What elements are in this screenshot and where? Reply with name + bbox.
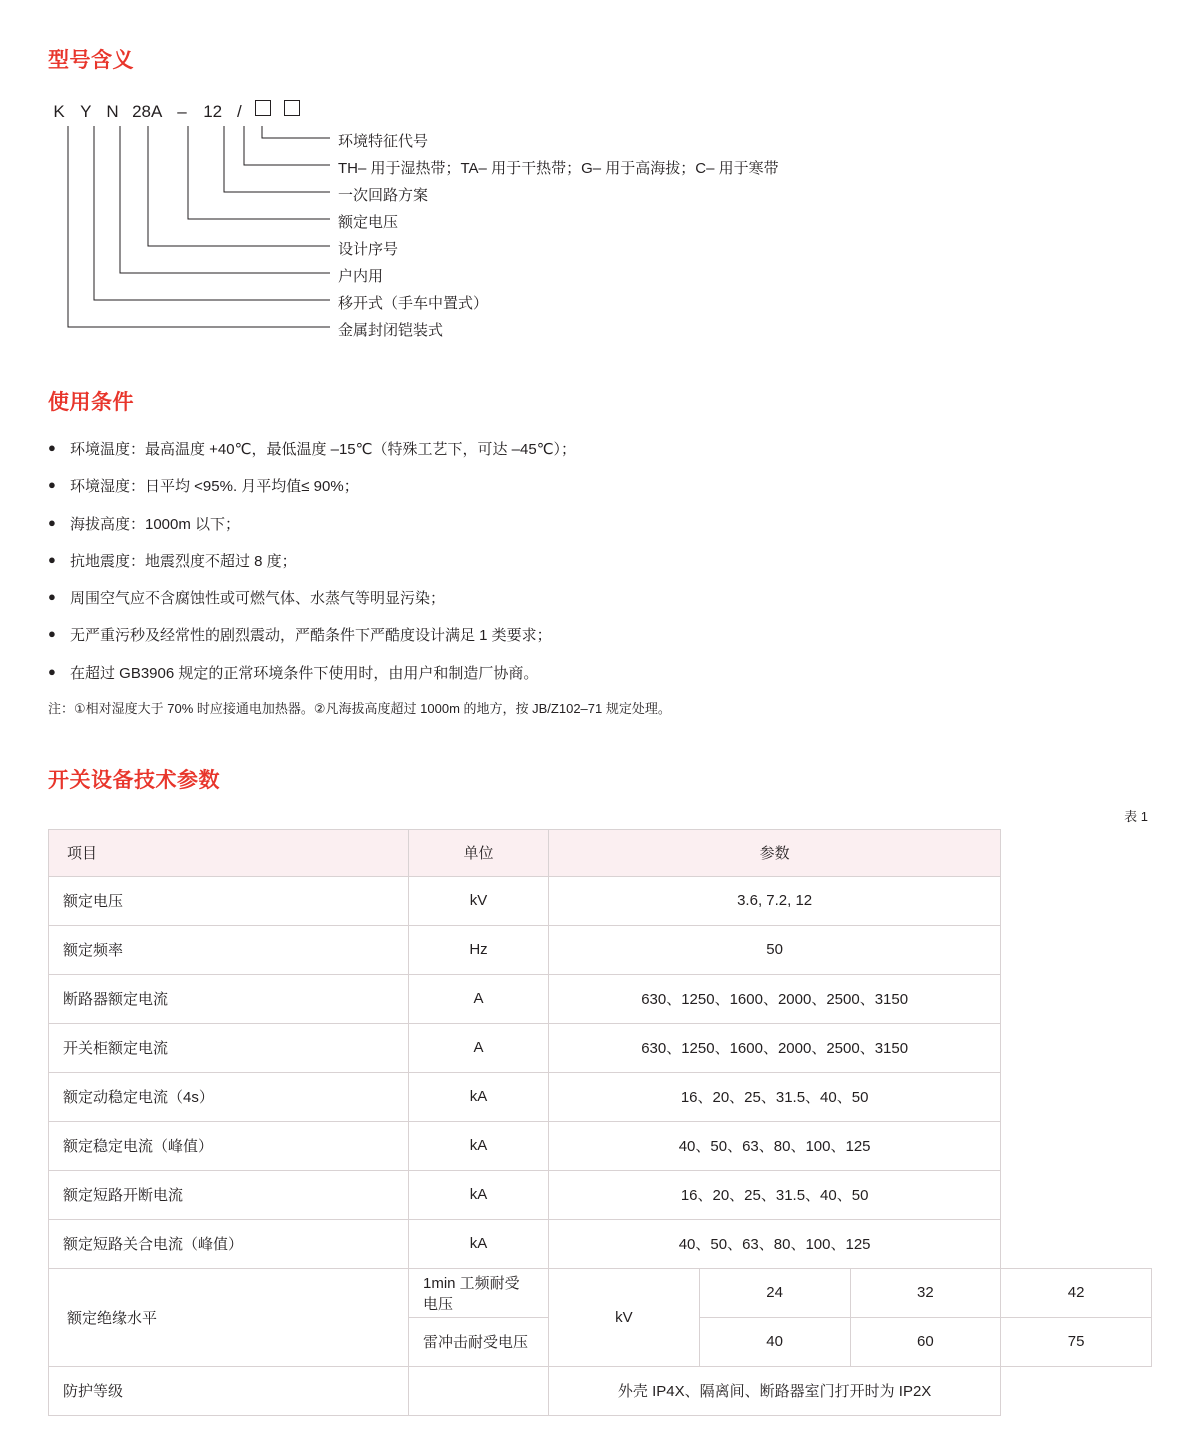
bullet-icon: ● <box>48 440 56 455</box>
condition-text: 海拔高度：1000m 以下； <box>70 515 241 533</box>
usage-conditions-section <box>48 340 1152 720</box>
cell-unit: A <box>409 974 549 1023</box>
cell-value-pf-2: 32 <box>850 1268 1001 1317</box>
model-designation-section <box>48 0 1152 340</box>
legend-item-5: 户内用 <box>338 268 384 285</box>
cell-unit: Hz <box>409 925 549 974</box>
cell-unit-protection <box>409 1366 549 1415</box>
condition-text: 抗地震度：地震烈度不超过 8 度； <box>70 552 297 570</box>
legend-item-2: 一次回路方案 <box>338 187 429 204</box>
cell-value: 16、20、25、31.5、40、50 <box>549 1170 1001 1219</box>
cell-item: 额定短路开断电流 <box>49 1170 409 1219</box>
table-row <box>49 1366 1152 1415</box>
bullet-icon: ● <box>48 551 56 567</box>
table-row <box>49 1072 1152 1121</box>
cell-value-li-3: 75 <box>1001 1317 1152 1366</box>
legend-labels <box>48 100 1152 340</box>
legend-item-0: 环境特征代号 <box>338 133 429 150</box>
list-item <box>48 624 1152 647</box>
table-row <box>49 925 1152 974</box>
condition-text: 环境湿度：日平均 <95%. 月平均值≤ 90%； <box>70 478 359 496</box>
table-header-row <box>49 829 1152 876</box>
list-item <box>48 587 1152 610</box>
bullet-icon: ● <box>48 477 56 493</box>
bullet-icon: ● <box>48 663 56 679</box>
cell-item-insulation: 额定绝缘水平 <box>49 1268 409 1366</box>
table-row <box>49 1170 1152 1219</box>
bullet-icon: ● <box>48 626 56 642</box>
cell-value-protection: 外壳 IP4X、隔离间、断路器室门打开时为 IP2X <box>549 1366 1001 1415</box>
condition-text: 在超过 GB3906 规定的正常环境条件下使用时，由用户和制造厂协商。 <box>70 664 539 682</box>
table-row <box>49 876 1152 925</box>
list-item <box>48 438 1152 461</box>
conditions-section-title: 使用条件 <box>48 391 134 414</box>
model-code-diagram <box>48 100 1152 340</box>
cell-unit: kA <box>409 1219 549 1268</box>
cell-value-li-2: 60 <box>850 1317 1001 1366</box>
cell-value: 40、50、63、80、100、125 <box>549 1219 1001 1268</box>
list-item <box>48 662 1152 685</box>
column-header-unit: 单位 <box>409 829 549 876</box>
cell-value: 630、1250、1600、2000、2500、3150 <box>549 974 1001 1023</box>
cell-item: 额定动稳定电流（4s） <box>49 1072 409 1121</box>
conditions-note: 注：①相对湿度大于 70% 时应接通电加热器。②凡海拔高度超过 1000m 的地方，按 JB/Z102–71 规定处理。 <box>48 700 671 716</box>
condition-text: 周围空气应不含腐蚀性或可燃气体、水蒸气等明显污染； <box>70 590 446 607</box>
condition-text: 无严重污秒及经常性的剧烈震动，严酷条件下严酷度设计满足 1 类要求； <box>70 627 552 645</box>
table-row <box>49 974 1152 1023</box>
cell-unit: A <box>409 1023 549 1072</box>
cell-value: 50 <box>549 925 1001 974</box>
column-header-item: 项目 <box>49 829 409 876</box>
bullet-icon: ● <box>48 589 56 604</box>
legend-item-3: 额定电压 <box>338 214 399 231</box>
bullet-icon: ● <box>48 514 56 530</box>
model-section-title: 型号含义 <box>48 49 134 72</box>
code-char-k: K <box>53 102 65 121</box>
legend-item-4: 设计序号 <box>338 241 399 258</box>
legend-item-6: 移开式（手车中置式） <box>338 295 489 312</box>
column-header-parameter: 参数 <box>549 829 1001 876</box>
cell-value: 40、50、63、80、100、125 <box>549 1121 1001 1170</box>
cell-value: 3.6, 7.2, 12 <box>549 876 1001 925</box>
cell-item: 额定短路关合电流（峰值） <box>49 1219 409 1268</box>
conditions-list <box>48 438 1152 685</box>
cell-value-pf-1: 24 <box>699 1268 850 1317</box>
cell-value: 16、20、25、31.5、40、50 <box>549 1072 1001 1121</box>
legend-item-7: 金属封闭铠装式 <box>338 322 444 339</box>
cell-item: 额定稳定电流（峰值） <box>49 1121 409 1170</box>
code-char-y: Y <box>80 102 92 121</box>
cell-item-protection: 防护等级 <box>49 1366 409 1415</box>
cell-value-pf-3: 42 <box>1001 1268 1152 1317</box>
condition-text: 环境温度：最高温度 +40℃，最低温度 –15℃（特殊工艺下，可达 –45℃）； <box>70 441 577 458</box>
cell-unit-insulation: kV <box>549 1268 700 1366</box>
table-row <box>49 1219 1152 1268</box>
cell-item: 额定频率 <box>49 925 409 974</box>
code-model-number: 28A <box>132 102 163 121</box>
cell-unit: kA <box>409 1072 549 1121</box>
cell-unit: kA <box>409 1121 549 1170</box>
cell-item: 开关柜额定电流 <box>49 1023 409 1072</box>
table-row <box>49 1121 1152 1170</box>
legend-item-1: TH– 用于湿热带；TA– 用于干热带；G– 用于高海拔；C– 用于寒带 <box>338 160 779 177</box>
list-item <box>48 475 1152 498</box>
code-slash: / <box>237 102 242 121</box>
params-section-title: 开关设备技术参数 <box>48 768 220 792</box>
cell-value-li-1: 40 <box>699 1317 850 1366</box>
code-dash: – <box>177 102 187 121</box>
code-voltage: 12 <box>203 102 223 121</box>
technical-parameters-section <box>48 720 1152 1416</box>
list-item <box>48 550 1152 573</box>
cell-value: 630、1250、1600、2000、2500、3150 <box>549 1023 1001 1072</box>
table-row-insulation-1 <box>49 1268 1152 1317</box>
cell-unit: kA <box>409 1170 549 1219</box>
table-row <box>49 1023 1152 1072</box>
table-label: 表 1 <box>1124 808 1148 824</box>
cell-subitem-lightning-impulse: 雷冲击耐受电压 <box>409 1317 549 1366</box>
cell-item: 额定电压 <box>49 876 409 925</box>
code-char-n: N <box>106 102 119 121</box>
cell-subitem-power-frequency: 1min 工频耐受电压 <box>409 1268 549 1317</box>
specifications-table <box>48 829 1152 1416</box>
cell-item: 断路器额定电流 <box>49 974 409 1023</box>
cell-unit: kV <box>409 876 549 925</box>
list-item <box>48 513 1152 536</box>
